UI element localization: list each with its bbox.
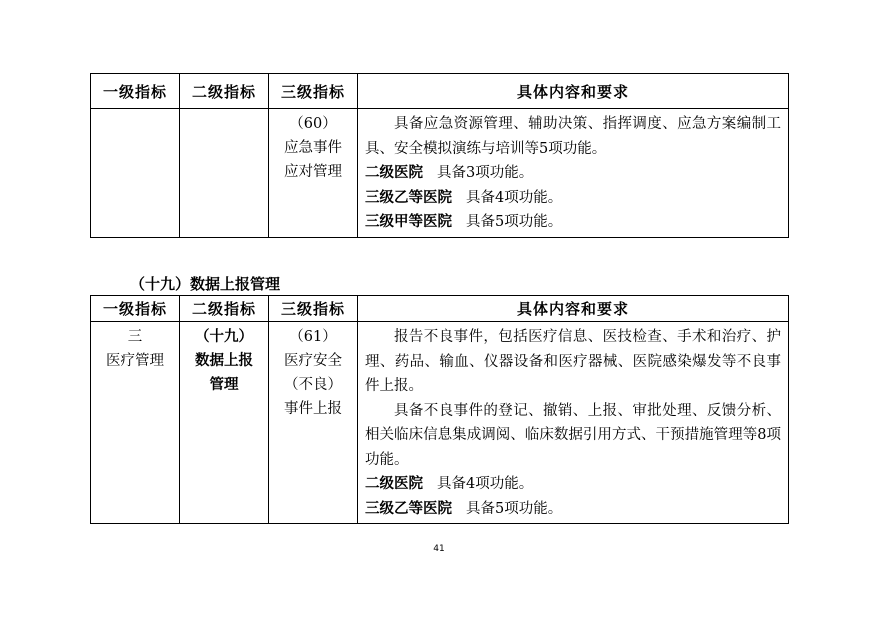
table-header-row: [91, 74, 789, 109]
grade-line: [365, 210, 781, 235]
header-level3: 三级指标: [269, 296, 358, 322]
grade-text: 具备3项功能。: [437, 165, 534, 181]
header-level3: 三级指标: [269, 74, 358, 109]
header-level2: 二级指标: [180, 74, 269, 109]
level3-line: 事件上报: [284, 401, 342, 417]
level1-line: 医疗管理: [106, 353, 164, 369]
grade-line: [365, 161, 781, 186]
header-content: 具体内容和要求: [358, 296, 789, 322]
level3-line: 应对管理: [284, 164, 342, 180]
level3-line: 应急事件: [284, 140, 342, 156]
table-row: [91, 109, 789, 238]
grade-text: 具备4项功能。: [437, 476, 534, 492]
table-header-row: [91, 296, 789, 322]
indicator-table-1: [90, 73, 789, 238]
content-cell: [358, 322, 789, 524]
grade-label: 三级乙等医院: [365, 499, 452, 517]
level2-line: 数据上报: [195, 352, 253, 369]
grade-line: [365, 186, 781, 211]
level1-cell: [91, 322, 180, 524]
grade-text: 具备5项功能。: [466, 500, 563, 517]
header-level1: 一级指标: [91, 296, 180, 322]
level3-line: （不良）: [284, 377, 342, 393]
header-level1: 一级指标: [91, 74, 180, 109]
level2-cell: [180, 322, 269, 524]
grade-line: [365, 497, 781, 522]
header-level2: 二级指标: [180, 296, 269, 322]
level2-cell: [180, 109, 269, 238]
grade-text: 具备5项功能。: [466, 214, 563, 230]
level1-line: 三: [127, 329, 143, 345]
level3-line: （60）: [289, 116, 337, 132]
content-paragraph: 具备应急资源管理、辅助决策、指挥调度、应急方案编制工具、安全模拟演练与培训等5项功能。: [365, 116, 781, 157]
level3-cell: [269, 109, 358, 238]
level3-cell: [269, 322, 358, 524]
grade-label: 三级甲等医院: [365, 213, 452, 230]
grade-label: 二级医院: [365, 475, 423, 492]
grade-label: 二级医院: [365, 164, 423, 181]
level3-line: （61）: [289, 329, 337, 345]
level1-cell: [91, 109, 180, 238]
header-content: 具体内容和要求: [358, 74, 789, 109]
level2-line: （十九）: [195, 328, 253, 345]
grade-line: [365, 472, 781, 497]
page-number: 41: [433, 544, 445, 554]
table-row: [91, 322, 789, 524]
content-cell: [358, 109, 789, 238]
level2-line: 管理: [209, 376, 239, 393]
content-paragraph: 报告不良事件，包括医疗信息、医技检查、手术和治疗、护理、药品、输血、仪器设备和医疗器械、医院感染爆发等不良事件上报。: [365, 329, 781, 394]
section-title: （十九）数据上报管理: [130, 275, 281, 293]
content-paragraph: 具备不良事件的登记、撤销、上报、审批处理、反馈分析、相关临床信息集成调阅、临床数据引用方式、干预措施管理等8项功能。: [365, 402, 781, 468]
grade-label: 三级乙等医院: [365, 188, 452, 206]
grade-text: 具备4项功能。: [466, 189, 563, 206]
level3-line: 医疗安全: [284, 353, 342, 369]
indicator-table-2: [90, 295, 789, 524]
